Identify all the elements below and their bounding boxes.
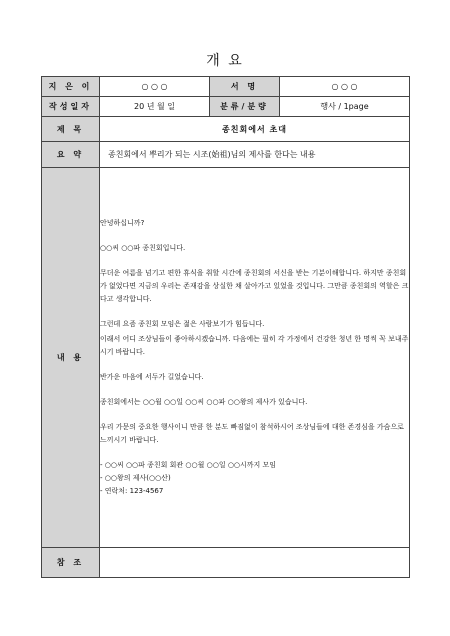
list-item: - ○○왕의 제사(○○산)	[100, 474, 171, 482]
date-label: 작성일자	[42, 97, 100, 117]
overview-form	[41, 76, 410, 578]
reference-row	[42, 548, 410, 578]
signature-value: ○ ○ ○	[280, 77, 410, 97]
category-value: 행사 / 1page	[280, 97, 410, 117]
content-paragraph: 반가운 마음에 서두가 길었습니다.	[100, 373, 204, 381]
date-row	[42, 97, 410, 117]
content-paragraph: 안녕하십니까?	[100, 219, 145, 227]
subject-value: 종친회에서 초대	[100, 117, 410, 142]
content-paragraph: 무더운 여름을 넘기고 편한 휴식을 취할 시간에 종친회의 서신을 받는 기분이해합니다. 하지만 종친회가 없었다면 지금의 우리는 존재감을 상실한 채 살아가고 있었을 것입니다. 그만큼 종친회의 역할은 크다고 생각합니다.	[100, 269, 409, 303]
content-paragraph: 이래서 어디 조상님들이 좋아하시겠습니까. 다음에는 필히 각 가정에서 건강한 청년 한 명씩 꼭 보내주시기 바랍니다.	[100, 335, 409, 356]
content-paragraph: 우리 가문의 중요한 행사이니 만큼 한 분도 빠짐없이 참석하시어 조상님들에 대한 존경심을 가슴으로 느끼시기 바랍니다.	[100, 423, 404, 444]
reference-value	[100, 548, 410, 578]
subject-row	[42, 117, 410, 142]
content-paragraph: 종친회에서는 ○○월 ○○일 ○○씨 ○○파 ○○왕의 제사가 있습니다.	[100, 398, 308, 406]
date-value: 20 년 월 일	[100, 97, 210, 117]
list-item: - ○○씨 ○○파 종친회 회관 ○○월 ○○일 ○○시까지 모임	[100, 461, 277, 469]
content-paragraph: ○○씨 ○○파 종친회입니다.	[100, 244, 186, 252]
content-body	[100, 168, 410, 548]
signature-label: 서 명	[210, 77, 280, 97]
reference-label: 참 조	[42, 548, 100, 578]
author-row	[42, 77, 410, 97]
content-paragraph: 그런데 요즘 종친회 모임은 젊은 사람보기가 힘듭니다.	[100, 320, 265, 328]
content-row	[42, 168, 410, 548]
category-label: 분류/분량	[210, 97, 280, 117]
list-item: - 연락처: 123-4567	[100, 487, 164, 495]
summary-label: 요 약	[42, 142, 100, 168]
summary-value: 종친회에서 뿌리가 되는 시조(始祖)님의 제사를 한다는 내용	[100, 142, 410, 168]
author-value: ○ ○ ○	[100, 77, 210, 97]
summary-row	[42, 142, 410, 168]
page-title: 개 요	[206, 53, 244, 69]
author-label: 지 은 이	[42, 77, 100, 97]
subject-label: 제 목	[42, 117, 100, 142]
content-label: 내 용	[42, 168, 100, 548]
